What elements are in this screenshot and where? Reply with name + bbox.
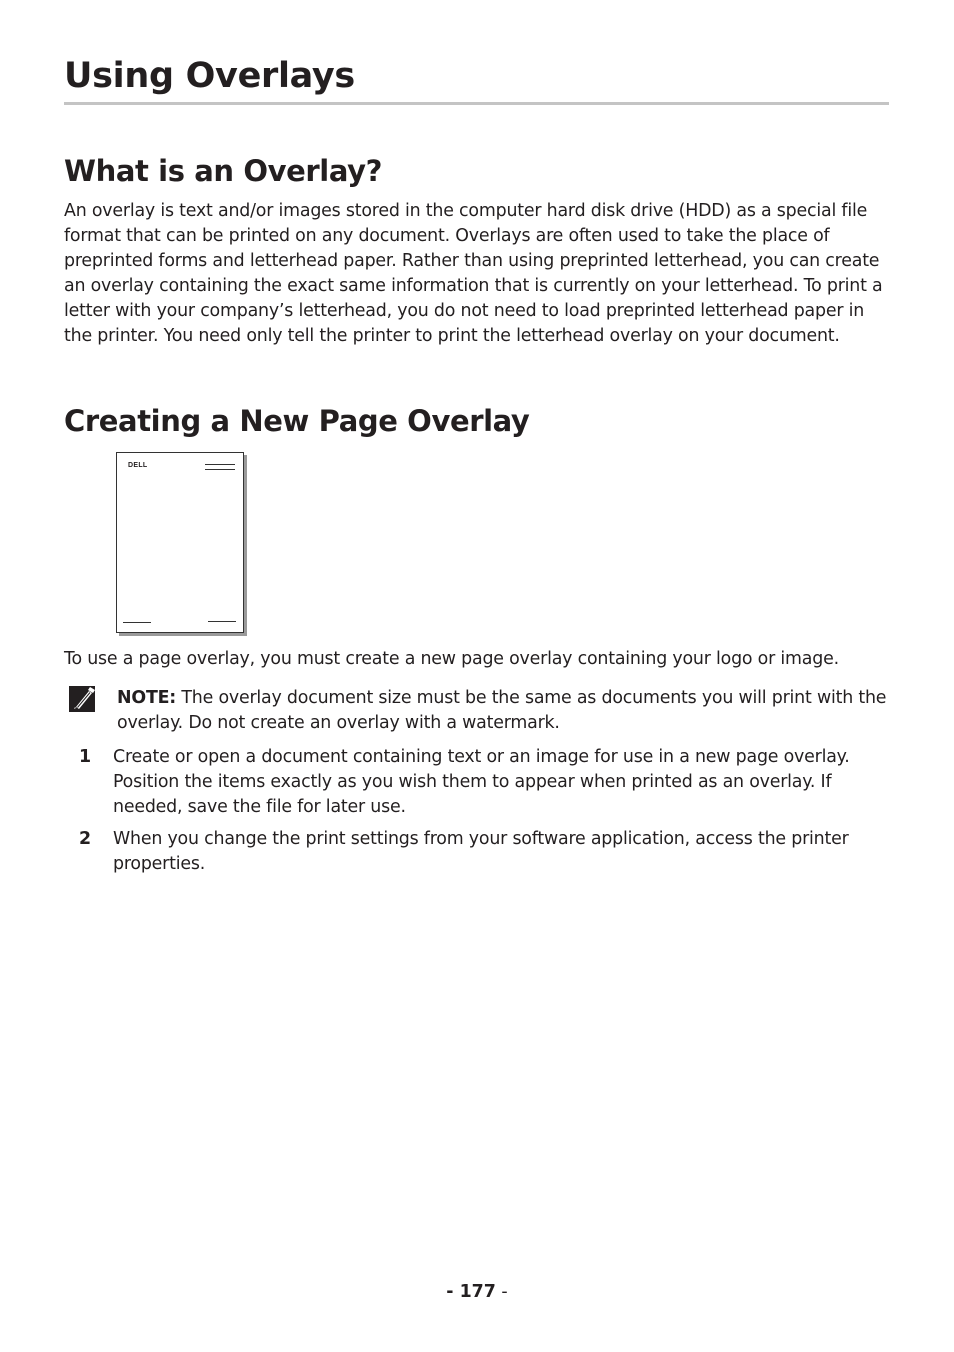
thumbnail-footer-line — [123, 622, 151, 623]
step-number: 1 — [79, 747, 92, 767]
overlay-usage-text: To use a page overlay, you must create a new page overlay containing your logo or image. — [64, 649, 839, 669]
step-text: When you change the print settings from your software application, access the printer properties. — [113, 829, 849, 874]
page-number — [0, 1280, 954, 1305]
thumbnail-header-line — [205, 469, 235, 470]
page-title: Using Overlays — [64, 56, 355, 96]
title-divider — [64, 102, 889, 105]
dell-logo: DELL — [128, 462, 148, 469]
overlay-page-thumbnail — [116, 452, 244, 633]
step-text: Create or open a document containing text or an image for use in a new page overlay. Position the items exactly as you wish them to appear when printed as an overlay. If needed, save the file for later use. — [113, 747, 850, 817]
note-pencil-icon — [68, 683, 98, 713]
page-number-value: - 177 — [446, 1282, 496, 1302]
step-number: 2 — [79, 829, 92, 849]
section-heading-what-is-overlay: What is an Overlay? — [64, 154, 383, 188]
note-text — [117, 686, 907, 736]
thumbnail-header-line — [205, 464, 235, 465]
note-label: NOTE: — [117, 688, 177, 708]
section-heading-creating-overlay: Creating a New Page Overlay — [64, 404, 530, 438]
note-body: The overlay document size must be the same as documents you will print with the overlay. Do not create an overlay with a watermark. — [117, 688, 887, 733]
overlay-description: An overlay is text and/or images stored in the computer hard disk drive (HDD) as a special file format that can be printed on any document. Overlays are often used to take the place of preprinted forms and letterhead paper. Rather than using preprinted letterhead, you can create an overlay containing the exact same information that is currently on your letterhead. To print a letter with your company’s letterhead, you do not need to load preprinted letterhead paper in the printer. You need only tell the printer to print the letterhead overlay on your document. — [64, 201, 883, 346]
thumbnail-footer-line — [208, 621, 236, 622]
page-number-suffix: - — [501, 1282, 508, 1302]
